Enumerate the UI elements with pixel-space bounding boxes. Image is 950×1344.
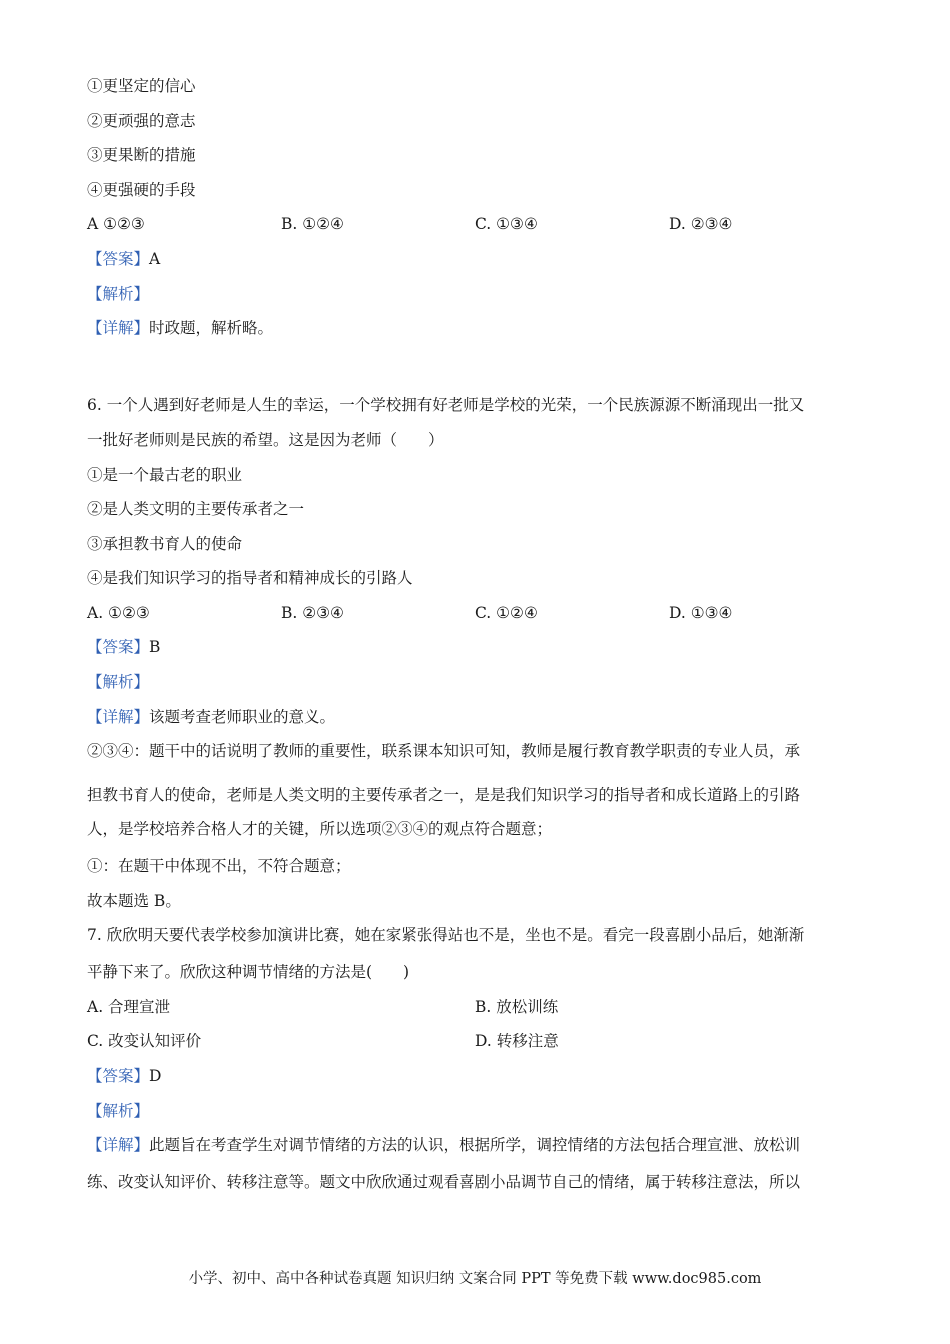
q5-detail [87, 318, 273, 338]
q7-option-d: D. 转移注意 [475, 1032, 559, 1050]
q6-stem-line2: 一批好老师则是民族的希望。这是因为老师（ ） [87, 431, 444, 449]
q5-analysis [87, 284, 149, 304]
q7-answer [87, 1066, 161, 1086]
q6-option-a: A. ①②③ [87, 604, 150, 622]
q5-item-1: ①更坚定的信心 [87, 77, 196, 95]
analysis-tag: 【解析】 [87, 673, 150, 691]
answer-value: D [149, 1067, 162, 1085]
answer-tag: 【答案】 [87, 638, 150, 656]
q5-option-a: A ①②③ [87, 215, 145, 233]
q5-item-2: ②更顽强的意志 [87, 112, 196, 130]
q6-stem-line1: 6. 一个人遇到好老师是人生的幸运，一个学校拥有好老师是学校的光荣，一个民族源源不断涌现出一批又 [87, 396, 805, 414]
q5-option-b: B. ①②④ [281, 215, 344, 233]
q6-body-line: ②③④：题干中的话说明了教师的重要性，联系课本知识可知，教师是履行教育教学职责的专业人员，承 [87, 742, 801, 760]
q5-option-c: C. ①③④ [475, 215, 538, 233]
q7-detail [87, 1135, 800, 1155]
q7-option-a: A. 合理宣泄 [87, 998, 171, 1016]
q6-option-c: C. ①②④ [475, 604, 538, 622]
q6-item-2: ②是人类文明的主要传承者之一 [87, 500, 305, 518]
q6-option-d: D. ①③④ [669, 604, 733, 622]
q6-detail [87, 707, 335, 727]
analysis-tag: 【解析】 [87, 285, 150, 303]
q5-item-4: ④更强硬的手段 [87, 181, 196, 199]
q6-body-line: ①：在题干中体现不出，不符合题意； [87, 857, 351, 875]
q6-analysis [87, 672, 149, 692]
q6-item-4: ④是我们知识学习的指导者和精神成长的引路人 [87, 569, 413, 587]
q5-answer [87, 249, 160, 269]
detail-tag: 【详解】 [87, 319, 150, 337]
detail-tag: 【详解】 [87, 1136, 150, 1154]
answer-tag: 【答案】 [87, 1067, 150, 1085]
detail-tag: 【详解】 [87, 708, 150, 726]
q6-option-b: B. ②③④ [281, 604, 344, 622]
q6-item-3: ③承担教书育人的使命 [87, 535, 243, 553]
detail-text: 该题考查老师职业的意义。 [149, 708, 336, 726]
analysis-tag: 【解析】 [87, 1102, 150, 1120]
page-footer: 小学、初中、高中各种试卷真题 知识归纳 文案合同 PPT 等免费下载 www.doc985.com [188, 1271, 762, 1287]
answer-value: A [149, 250, 161, 268]
detail-text: 时政题，解析略。 [149, 319, 274, 337]
q7-analysis [87, 1101, 149, 1121]
detail-text: 此题旨在考查学生对调节情绪的方法的认识，根据所学，调控情绪的方法包括合理宣泄、放松训 [149, 1136, 801, 1154]
q5-item-3: ③更果断的措施 [87, 146, 196, 164]
q6-answer [87, 637, 160, 657]
q6-body-line: 担教书育人的使命，老师是人类文明的主要传承者之一，是是我们知识学习的指导者和成长道路上的引路 [87, 786, 801, 804]
q5-option-d: D. ②③④ [669, 215, 733, 233]
q7-detail-line2: 练、改变认知评价、转移注意等。题文中欣欣通过观看喜剧小品调节自己的情绪，属于转移注意法，所以 [87, 1173, 801, 1191]
q7-stem-line2: 平静下来了。欣欣这种调节情绪的方法是( ) [87, 963, 410, 981]
q6-body-line: 故本题选 B。 [87, 892, 181, 910]
q6-item-1: ①是一个最古老的职业 [87, 466, 243, 484]
q7-option-c: C. 改变认知评价 [87, 1032, 202, 1050]
q6-body-line: 人，是学校培养合格人才的关键，所以选项②③④的观点符合题意； [87, 820, 553, 838]
answer-value: B [149, 638, 161, 656]
q7-stem-line1: 7. 欣欣明天要代表学校参加演讲比赛，她在家紧张得站也不是，坐也不是。看完一段喜剧小品后，她渐渐 [87, 926, 805, 944]
answer-tag: 【答案】 [87, 250, 150, 268]
q7-option-b: B. 放松训练 [475, 998, 559, 1016]
